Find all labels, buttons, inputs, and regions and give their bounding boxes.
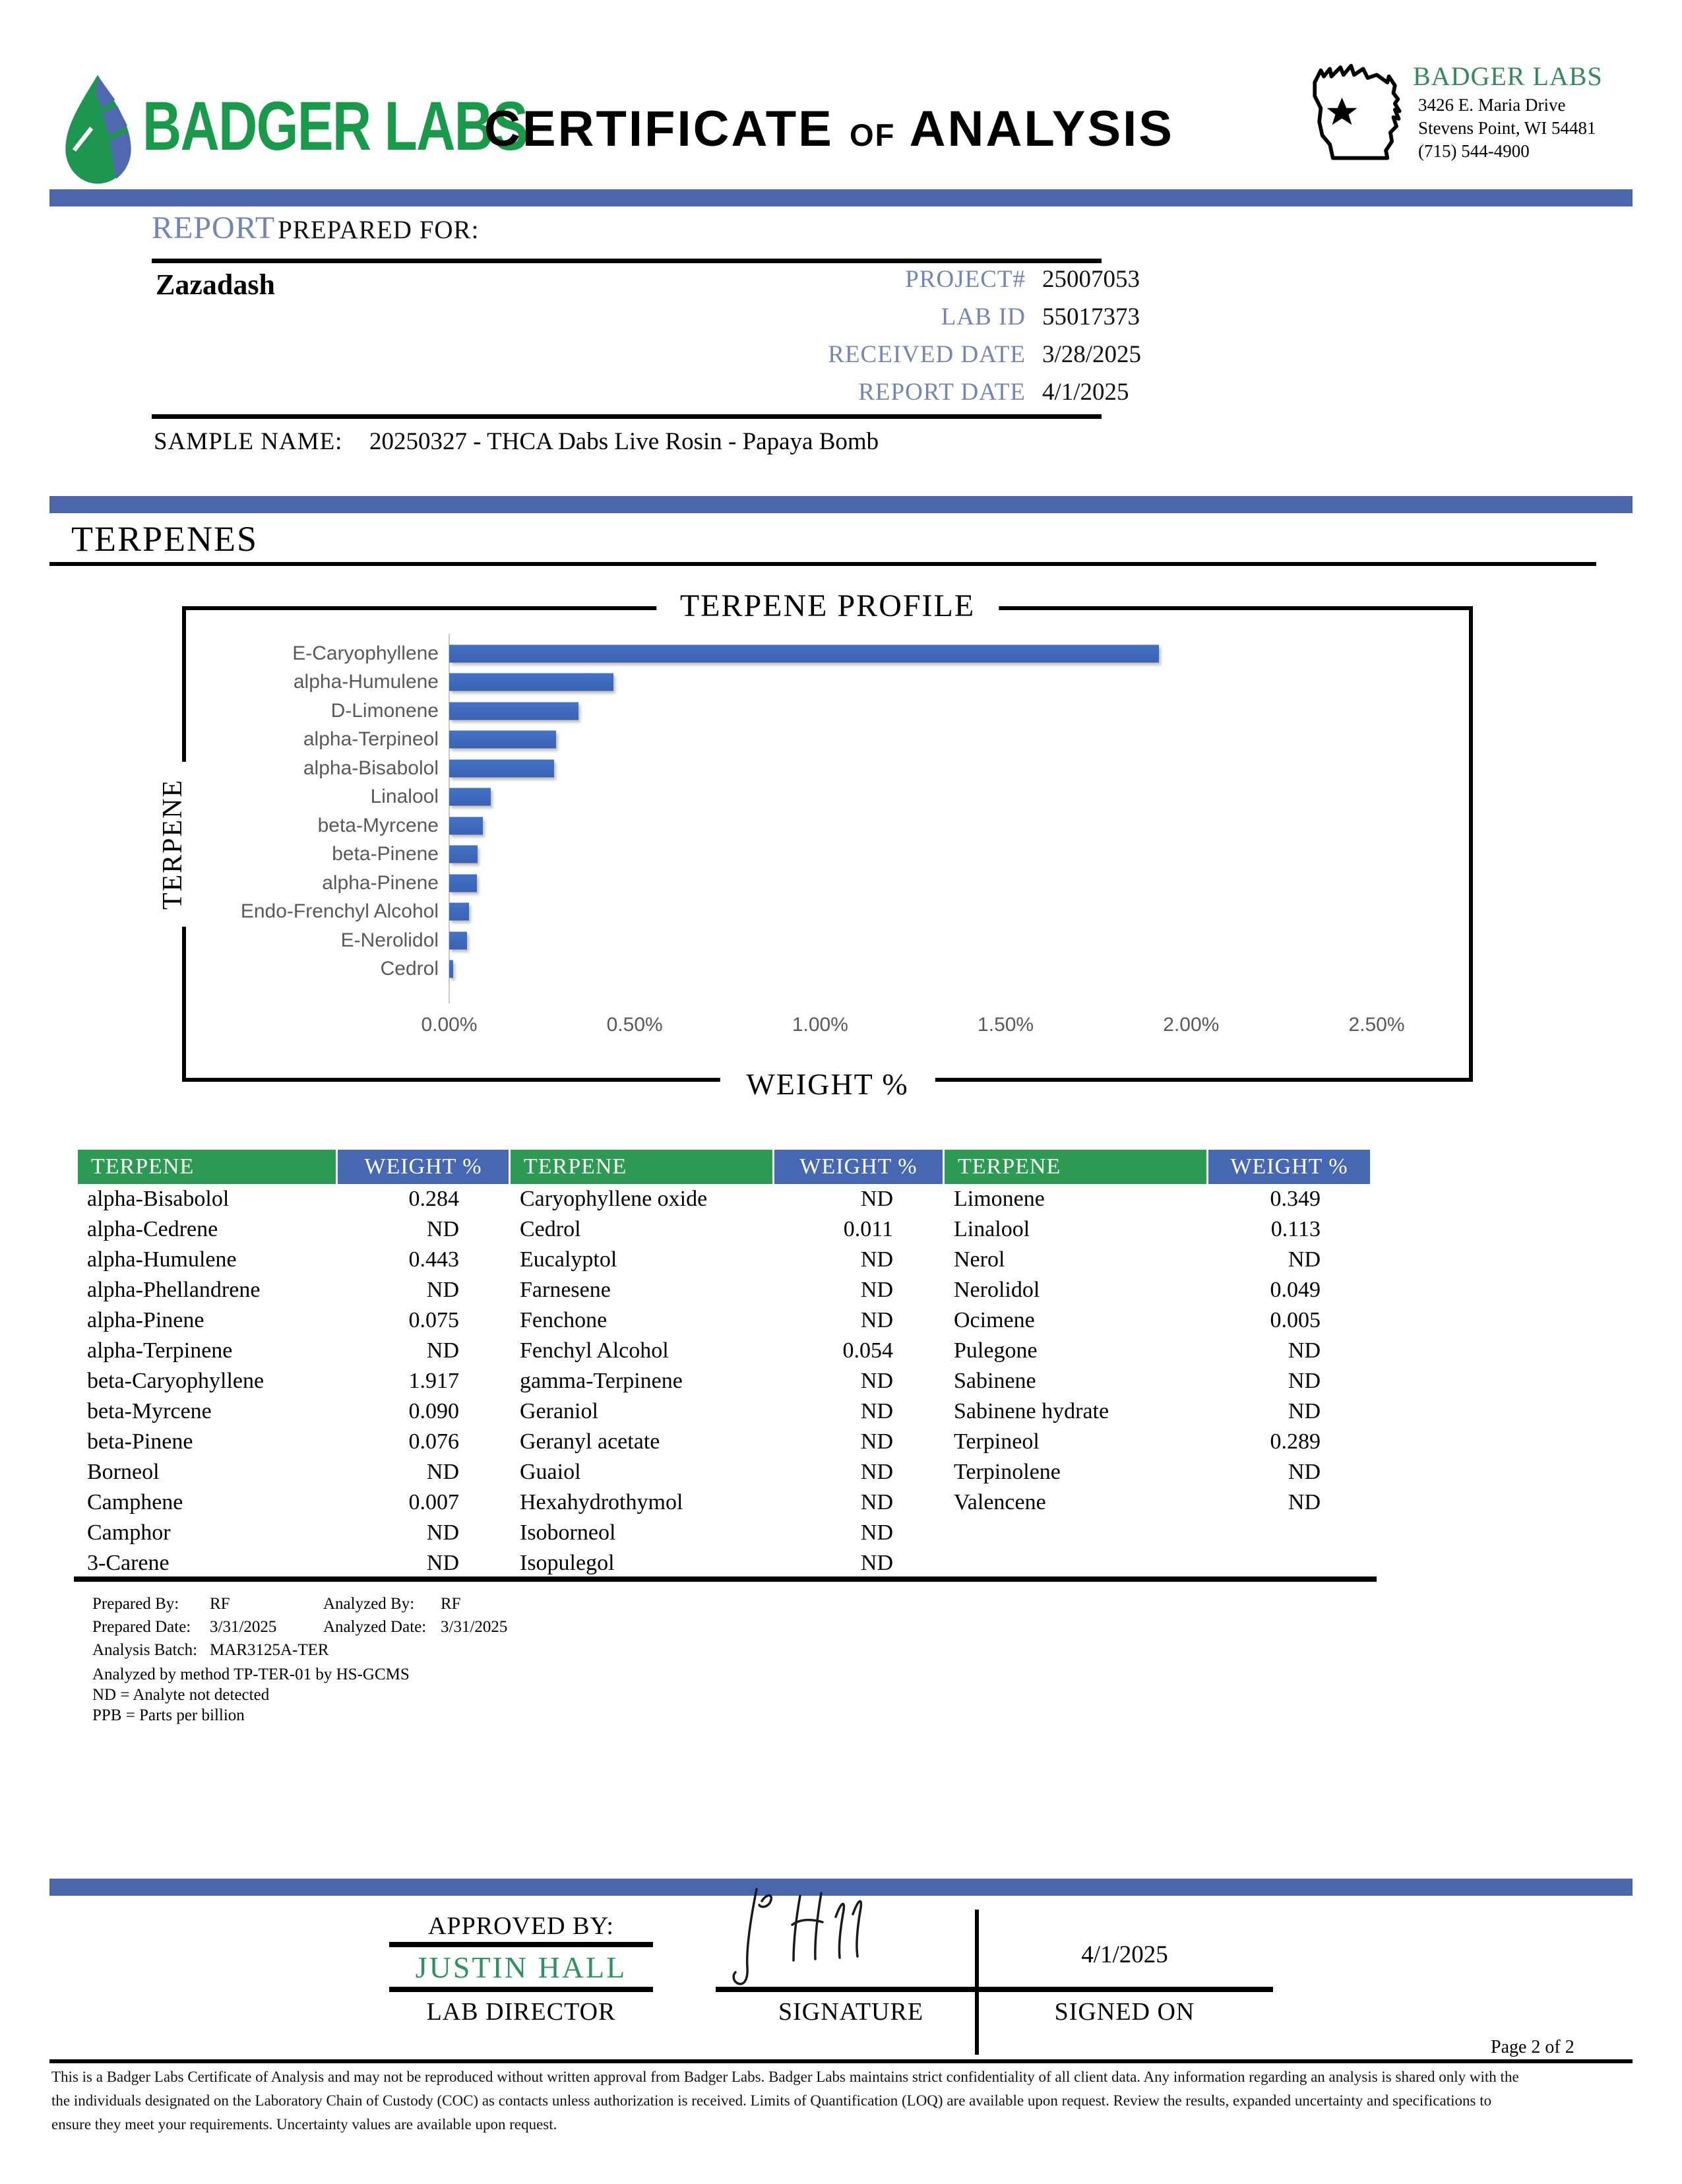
terpene-value-cell: ND (426, 1520, 459, 1545)
chart-bar-row (186, 754, 1469, 783)
terpene-name-cell: Camphor (87, 1520, 171, 1545)
chart-bar-row (186, 639, 1469, 668)
terpene-name-cell (945, 1548, 1208, 1578)
rule-under-table (74, 1576, 1377, 1582)
prep-label: Prepared Date: (92, 1618, 191, 1636)
terpene-value-cell: 0.284 (408, 1187, 459, 1211)
terpene-name-cell: Limonene (954, 1187, 1045, 1211)
disclaimer-line: This is a Badger Labs Certificate of Analysis and may not be reproduced without written approval from Badger Labs. Badger Labs maintains strict confidentiality of all client data. Any information regarding an analysis is shared only with the (51, 2069, 1519, 2085)
terpene-value-cell: 0.349 (1270, 1187, 1321, 1211)
terpene-name-cell: Fenchone (520, 1308, 607, 1332)
terpene-name-cell: Geranyl acetate (520, 1429, 660, 1454)
chart-y-axis-label: TERPENE (157, 761, 189, 926)
chart-bar (449, 903, 469, 921)
sample-name-label: SAMPLE NAME: (154, 428, 343, 455)
table-header-weight: WEIGHT % (338, 1150, 511, 1184)
prep-value: 3/31/2025 (441, 1618, 508, 1636)
terpene-name-cell: Nerolidol (954, 1278, 1040, 1302)
terpene-name-cell: Pulegone (954, 1338, 1038, 1363)
terpene-name-cell: alpha-Bisabolol (87, 1187, 230, 1211)
chart-bar-track (448, 754, 1469, 783)
terpene-name-cell: Sabinene hydrate (954, 1399, 1109, 1423)
terpene-value-cell: ND (860, 1490, 893, 1514)
signature-line (716, 1987, 1273, 1992)
method-note-line: Analyzed by method TP-TER-01 by HS-GCMS (92, 1666, 410, 1683)
terpene-name-cell: Valencene (954, 1490, 1046, 1514)
terpene-name-cell: Borneol (87, 1460, 160, 1484)
chart-bar-row (186, 697, 1469, 726)
chart-x-tick: 1.00% (792, 1014, 848, 1036)
report-field-label: RECEIVED DATE (828, 341, 1026, 368)
report-field-value: 55017373 (1042, 303, 1140, 330)
terpene-name-cell: Sabinene (954, 1369, 1036, 1393)
table-header-weight: WEIGHT % (774, 1150, 945, 1184)
client-name: Zazadash (156, 268, 275, 301)
report-field-label: LAB ID (941, 303, 1026, 330)
terpene-name-cell: Cedrol (520, 1217, 581, 1241)
terpene-name-cell (945, 1518, 1208, 1548)
chart-bar-row (186, 668, 1469, 697)
chart-bar-row (186, 811, 1469, 840)
report-field-row (462, 340, 1412, 375)
chart-bar-track (448, 898, 1469, 927)
leaf-logo-icon (56, 71, 140, 189)
terpene-value-cell: ND (860, 1460, 893, 1484)
terpene-name-cell: Terpineol (954, 1429, 1040, 1454)
chart-bar-row (186, 898, 1469, 927)
chart-bar (449, 731, 556, 749)
prep-label: Analysis Batch: (92, 1641, 198, 1659)
terpene-value-cell: 0.443 (408, 1247, 459, 1272)
terpene-value-cell: ND (860, 1187, 893, 1211)
chart-x-tick: 0.50% (606, 1014, 663, 1036)
chart-bar (449, 759, 554, 777)
report-field-value: 3/28/2025 (1042, 341, 1142, 368)
sample-name-value: 20250327 - THCA Dabs Live Rosin - Papaya Bomb (369, 428, 879, 455)
chart-bar-row (186, 955, 1469, 984)
terpene-value-cell: ND (1288, 1490, 1321, 1514)
terpene-name-cell: Camphene (87, 1490, 183, 1514)
signature-divider-line (975, 1910, 979, 2055)
approver-name: JUSTIN HALL (415, 1950, 627, 1984)
chart-bar (449, 702, 578, 720)
terpene-value-cell: ND (1288, 1399, 1321, 1423)
chart-bar-track (448, 668, 1469, 697)
chart-category-label: alpha-Bisabolol (303, 757, 439, 779)
table-header-terpene: TERPENE (511, 1150, 774, 1184)
rule-under-terpenes (49, 562, 1596, 566)
lab-address-line2: Stevens Point, WI 54481 (1418, 118, 1596, 138)
chart-bar (449, 874, 477, 892)
chart-bar-track (448, 840, 1469, 869)
chart-bar-track (448, 783, 1469, 812)
lab-address-line1: 3426 E. Maria Drive (1418, 95, 1566, 115)
terpene-value-cell: ND (426, 1551, 459, 1575)
approver-line-top (389, 1942, 653, 1947)
report-field-value: 4/1/2025 (1042, 379, 1129, 406)
lab-name: BADGER LABS (1413, 61, 1603, 91)
chart-bar (449, 960, 453, 978)
report-field-label: PROJECT# (905, 266, 1026, 293)
prep-value: MAR3125A-TER (210, 1641, 329, 1659)
signed-date: 4/1/2025 (1081, 1941, 1168, 1968)
signed-on-label: SIGNED ON (1054, 1998, 1195, 2026)
approver-title: LAB DIRECTOR (426, 1998, 616, 2026)
chart-x-tick: 1.50% (978, 1014, 1034, 1036)
terpene-value-cell: 0.076 (408, 1429, 459, 1454)
chart-bar-track (448, 639, 1469, 668)
terpene-value-cell: ND (860, 1551, 893, 1575)
chart-bar-track (448, 955, 1469, 984)
section-title-terpenes: TERPENES (71, 519, 259, 559)
approved-by-label: APPROVED BY: (428, 1912, 614, 1940)
terpene-value-cell: 0.005 (1270, 1308, 1321, 1332)
page-title: CERTIFICATE OF ANALYSIS (484, 101, 1174, 157)
chart-bar-track (448, 726, 1469, 755)
terpene-results-table (78, 1150, 1372, 1578)
terpene-value-cell (1208, 1518, 1372, 1548)
terpene-value-cell: ND (426, 1278, 459, 1302)
chart-bar (449, 931, 467, 949)
report-field-row (462, 303, 1412, 337)
terpene-name-cell: alpha-Terpinene (87, 1338, 233, 1363)
terpene-name-cell: Isopulegol (520, 1551, 615, 1575)
terpene-value-cell: ND (860, 1247, 893, 1272)
terpene-value-cell: ND (1288, 1460, 1321, 1484)
terpene-value-cell: ND (1288, 1247, 1321, 1272)
terpene-name-cell: 3-Carene (87, 1551, 170, 1575)
chart-category-label: D-Limonene (330, 699, 439, 722)
wisconsin-state-icon (1296, 57, 1414, 170)
table-header-weight: WEIGHT % (1208, 1150, 1372, 1184)
chart-category-label: alpha-Terpineol (303, 728, 439, 751)
terpene-name-cell: Fenchyl Alcohol (520, 1338, 669, 1363)
chart-bar (449, 846, 478, 863)
chart-x-axis-label: WEIGHT % (720, 1067, 935, 1102)
chart-x-tick: 0.00% (421, 1014, 478, 1036)
rule-under-fields (152, 414, 1102, 419)
chart-bars-area (186, 639, 1469, 983)
signature-label: SIGNATURE (778, 1998, 924, 2026)
report-field-label: REPORT DATE (858, 379, 1026, 406)
report-field-row (462, 378, 1412, 412)
chart-category-label: Linalool (370, 786, 439, 808)
approver-line-bottom (389, 1987, 653, 1992)
prep-value: RF (210, 1595, 230, 1613)
terpene-value-cell: 0.090 (408, 1399, 459, 1423)
report-field-row (462, 265, 1412, 299)
terpene-value-cell (1208, 1548, 1372, 1578)
signature-image (709, 1884, 907, 1989)
disclaimer-line: the individuals designated on the Laboratory Chain of Custody (COC) as contacts unless authorization is received. Limits of Quantification (LOQ) are available upon request. Review the results, expanded uncertainty and specifications to (51, 2092, 1492, 2109)
prep-label: Prepared By: (92, 1595, 179, 1613)
logo-wordmark: BADGER LABS (142, 88, 528, 165)
terpene-value-cell: ND (860, 1369, 893, 1393)
rule-under-report (152, 259, 1102, 263)
chart-bar (449, 817, 483, 834)
terpene-name-cell: Terpinolene (954, 1460, 1061, 1484)
divider-bar-top (49, 189, 1633, 206)
prep-label: Analyzed Date: (323, 1618, 427, 1636)
terpene-name-cell: alpha-Cedrene (87, 1217, 218, 1241)
chart-bar-track (448, 811, 1469, 840)
chart-bar-row (186, 926, 1469, 955)
page-number: Page 2 of 2 (1491, 2037, 1574, 2057)
chart-bar (449, 788, 491, 806)
terpene-name-cell: Ocimene (954, 1308, 1035, 1332)
terpene-value-cell: ND (426, 1338, 459, 1363)
chart-category-label: alpha-Humulene (293, 671, 439, 693)
terpene-value-cell: ND (860, 1520, 893, 1545)
terpene-profile-chart (158, 588, 1473, 1101)
terpene-value-cell: 0.049 (1270, 1278, 1321, 1302)
terpene-name-cell: alpha-Pinene (87, 1308, 204, 1332)
terpene-value-cell: ND (860, 1399, 893, 1423)
chart-bar (449, 673, 613, 691)
chart-category-label: Endo-Frenchyl Alcohol (240, 900, 439, 923)
terpene-name-cell: Geraniol (520, 1399, 598, 1423)
terpene-name-cell: Eucalyptol (520, 1247, 617, 1272)
chart-category-label: alpha-Pinene (322, 871, 439, 894)
terpene-value-cell: 0.011 (843, 1217, 893, 1241)
report-field-value: 25007053 (1042, 266, 1140, 293)
terpene-name-cell: Farnesene (520, 1278, 611, 1302)
terpene-value-cell: 1.917 (408, 1369, 459, 1393)
lab-address (1418, 94, 1596, 163)
chart-bar-track (448, 697, 1469, 726)
chart-x-tick: 2.50% (1348, 1014, 1405, 1036)
method-note-line: ND = Analyte not detected (92, 1686, 270, 1704)
terpene-value-cell: ND (1288, 1338, 1321, 1363)
terpene-name-cell: gamma-Terpinene (520, 1369, 683, 1393)
chart-bar-track (448, 869, 1469, 898)
terpene-name-cell: beta-Myrcene (87, 1399, 212, 1423)
chart-x-tick: 2.00% (1163, 1014, 1220, 1036)
terpene-value-cell: ND (860, 1278, 893, 1302)
terpene-value-cell: ND (860, 1308, 893, 1332)
chart-bar (449, 644, 1159, 662)
terpene-value-cell: 0.054 (842, 1338, 893, 1363)
prep-value: 3/31/2025 (210, 1618, 277, 1636)
chart-category-label: E-Nerolidol (340, 929, 439, 951)
terpene-value-cell: ND (426, 1217, 459, 1241)
prep-label: Analyzed By: (323, 1595, 415, 1613)
terpene-value-cell: ND (860, 1429, 893, 1454)
chart-title: TERPENE PROFILE (656, 588, 999, 624)
terpene-name-cell: Nerol (954, 1247, 1005, 1272)
terpene-name-cell: Linalool (954, 1217, 1030, 1241)
terpene-value-cell: 0.113 (1270, 1217, 1321, 1241)
chart-category-label: E-Caryophyllene (292, 642, 439, 664)
report-word: REPORT (152, 210, 276, 245)
chart-bar-row (186, 783, 1469, 812)
prep-value: RF (441, 1595, 461, 1613)
method-note-line: PPB = Parts per billion (92, 1706, 245, 1724)
terpene-value-cell: ND (1288, 1369, 1321, 1393)
terpene-name-cell: alpha-Humulene (87, 1247, 237, 1272)
disclaimer-line: ensure they meet your requirements. Uncertainty values are available upon request. (51, 2116, 557, 2133)
prepared-for-word: PREPARED FOR: (278, 216, 480, 244)
chart-category-label: Cedrol (380, 958, 439, 980)
chart-bar-row (186, 726, 1469, 755)
terpene-name-cell: alpha-Phellandrene (87, 1278, 261, 1302)
terpene-value-cell: 0.289 (1270, 1429, 1321, 1454)
terpene-name-cell: Caryophyllene oxide (520, 1187, 708, 1211)
chart-bar-row (186, 840, 1469, 869)
chart-bar-track (448, 926, 1469, 955)
terpene-name-cell: beta-Pinene (87, 1429, 193, 1454)
terpene-value-cell: 0.007 (408, 1490, 459, 1514)
chart-category-label: beta-Myrcene (317, 814, 439, 836)
terpene-name-cell: Isoborneol (520, 1520, 616, 1545)
table-header-terpene: TERPENE (945, 1150, 1208, 1184)
chart-bar-row (186, 869, 1469, 898)
table-header-terpene: TERPENE (78, 1150, 338, 1184)
lab-phone: (715) 544-4900 (1418, 141, 1530, 161)
chart-category-label: beta-Pinene (332, 843, 439, 865)
divider-bar-terpenes (49, 496, 1633, 513)
footer-rule (49, 2059, 1633, 2063)
terpene-value-cell: 0.075 (408, 1308, 459, 1332)
terpene-name-cell: beta-Caryophyllene (87, 1369, 265, 1393)
terpene-name-cell: Hexahydrothymol (520, 1490, 683, 1514)
report-prepared-for (152, 210, 479, 246)
terpene-name-cell: Guaiol (520, 1460, 581, 1484)
terpene-value-cell: ND (426, 1460, 459, 1484)
